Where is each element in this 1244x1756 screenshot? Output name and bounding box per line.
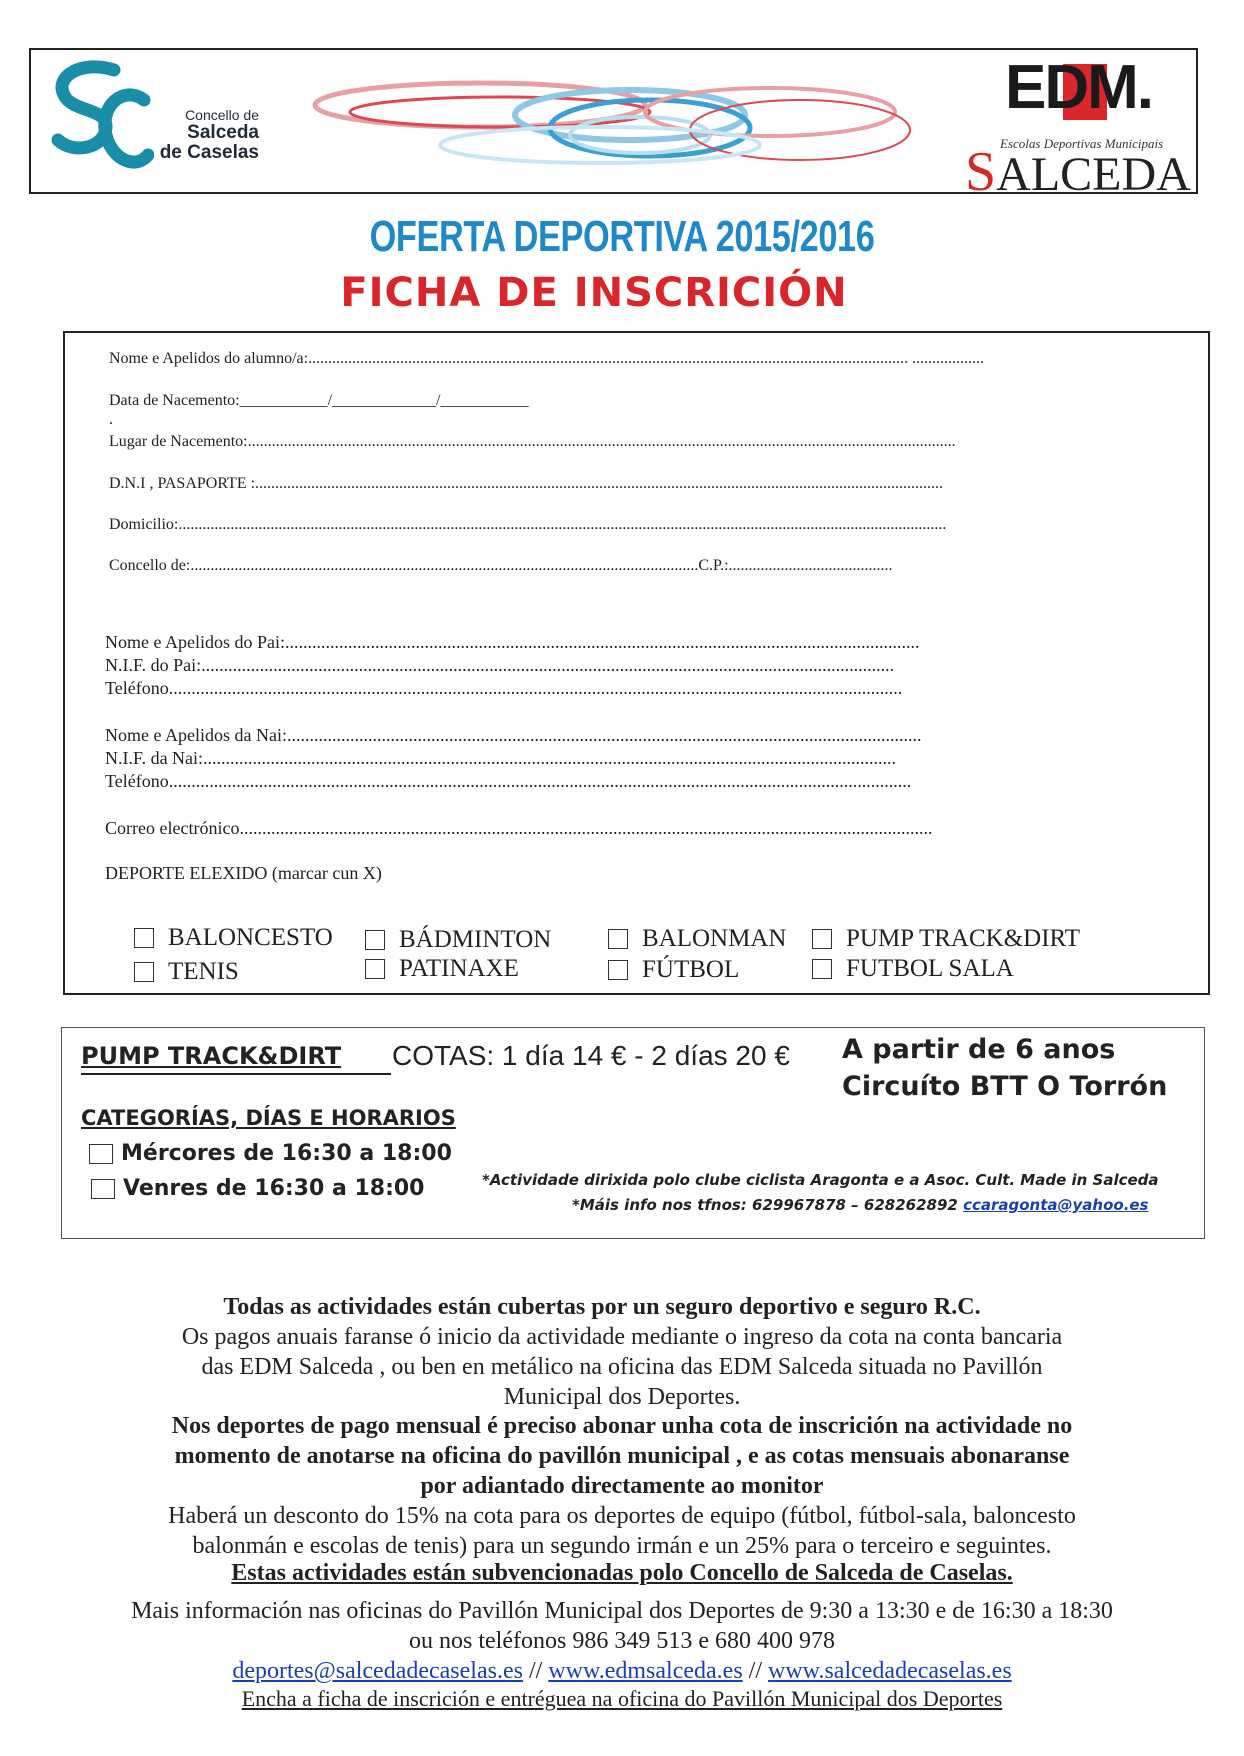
checkbox[interactable] (89, 1144, 113, 1164)
pump-track-fees: COTAS: 1 día 14 € - 2 días 20 € (392, 1040, 790, 1071)
checkbox[interactable] (608, 929, 628, 949)
field-father-name[interactable]: Nome e Apelidos do Pai:............................................................................................................................................. (105, 632, 920, 652)
field-municipality[interactable]: Concello de:...............................................................................................................................C.P.:......................................... (109, 557, 893, 574)
page-subtitle: FICHA DE INSCRICIÓN (340, 270, 848, 316)
checkbox[interactable] (365, 959, 385, 979)
checkbox[interactable] (91, 1179, 115, 1199)
field-mother-nif[interactable]: N.I.F. da Nai:.......................................................................................................................................................... (105, 748, 897, 768)
payment-note-line1: Os pagos anuais faranse ó inicio da actividade mediante o ingreso da cota na conta bancaria (181, 1324, 1063, 1350)
checkbox[interactable] (812, 929, 832, 949)
field-father-nif[interactable]: N.I.F. do Pai:.......................................................................................................................................................... (105, 655, 895, 675)
sport-option-patinaxe[interactable]: PATINAXE (365, 955, 519, 983)
checkbox[interactable] (608, 960, 628, 980)
sport-option-pump-track[interactable]: PUMP TRACK&DIRT (812, 925, 1080, 953)
monthly-note-line3: por adiantado directamente ao monitor (420, 1473, 824, 1499)
checkbox[interactable] (134, 928, 154, 948)
pump-track-title: PUMP TRACK&DIRT (81, 1042, 342, 1070)
schedule-option-friday[interactable]: Venres de 16:30 a 18:00 (91, 1176, 424, 1201)
payment-note-line3: Municipal dos Deportes. (503, 1384, 741, 1410)
sport-option-badminton[interactable]: BÁDMINTON (365, 926, 551, 954)
pump-track-note: *Actividade dirixida polo clube ciclista Aragonta e a Asoc. Cult. Made in Salceda (482, 1171, 1159, 1189)
email-link[interactable]: deportes@salcedadecaselas.es (232, 1658, 523, 1684)
checkbox[interactable] (365, 930, 385, 950)
swoosh-graphic (300, 70, 940, 180)
sport-option-baloncesto[interactable]: BALONCESTO (134, 924, 333, 952)
subsidy-note: Estas actividades están subvencionadas polo Concello de Salceda de Caselas. (231, 1560, 1013, 1586)
field-mother-name[interactable]: Nome e Apelidos da Nai:............................................................................................................................................. (105, 725, 922, 745)
discount-note-line2: balonmán e escolas de tenis) para un segundo irmán e un 25% para o terceiro e seguintes. (192, 1533, 1052, 1559)
field-birth-place[interactable]: Lugar de Nacemento:................................................................................................................................................................................. (109, 433, 956, 450)
field-email[interactable]: Correo electrónico.......................................................................................................................................................... (105, 818, 933, 838)
sport-option-futbol-sala[interactable]: FUTBOL SALA (812, 955, 1014, 983)
checkbox[interactable] (812, 959, 832, 979)
edm-website-link[interactable]: www.edmsalceda.es (548, 1658, 743, 1684)
pump-track-place: Circuíto BTT O Torrón (842, 1071, 1168, 1102)
stray-dot: . (109, 411, 113, 428)
concello-logo-text: Concello de Salceda de Caselas (159, 107, 259, 163)
monthly-note-line1: Nos deportes de pago mensual é preciso abonar unha cota de inscrición na actividade no (171, 1413, 1073, 1439)
info-hours: Mais información nas oficinas do Pavillón Municipal dos Deportes de 9:30 a 13:30 e de 16:30 a 18:30 (131, 1598, 1113, 1624)
edm-salceda-word: SALCEDA (965, 141, 1191, 203)
field-mother-phone[interactable]: Teléfono..................................................................................................................................................................... (105, 771, 912, 791)
pump-title-underline (81, 1073, 391, 1075)
sport-option-balonman[interactable]: BALONMAN (608, 925, 786, 953)
pump-track-age: A partir de 6 anos (842, 1034, 1116, 1065)
contact-links: deportes@salcedadecaselas.es // www.edmsalceda.es // www.salcedadecaselas.es (232, 1658, 1012, 1684)
edm-logo-text: EDM. (1005, 53, 1152, 122)
categories-title: CATEGORÍAS, DÍAS E HORARIOS (81, 1106, 456, 1130)
insurance-note: Todas as actividades están cubertas por un seguro deportivo e seguro R.C. (223, 1294, 981, 1320)
field-father-phone[interactable]: Teléfono................................................................................................................................................................... (105, 678, 903, 698)
sport-option-tenis[interactable]: TENIS (134, 958, 239, 986)
schedule-option-wednesday[interactable]: Mércores de 16:30 a 18:00 (89, 1141, 452, 1166)
checkbox[interactable] (134, 962, 154, 982)
page-title: OFERTA DEPORTIVA 2015/2016 (369, 212, 875, 261)
contact-email-link[interactable]: ccaragonta@yahoo.es (963, 1196, 1149, 1214)
info-phones: ou nos teléfonos 986 349 513 e 680 400 978 (409, 1628, 835, 1654)
concello-logo-icon (44, 60, 154, 185)
payment-note-line2: das EDM Salceda , ou ben en metálico na oficina das EDM Salceda situada no Pavillón (201, 1354, 1043, 1380)
pump-track-contact: *Máis info nos tfnos: 629967878 – 628262892 ccaragonta@yahoo.es (572, 1196, 1149, 1214)
sport-choice-label: DEPORTE ELEXIDO (marcar cun X) (105, 863, 382, 883)
concello-website-link[interactable]: www.salcedadecaselas.es (768, 1658, 1012, 1684)
field-student-name[interactable]: Nome e Apelidos do alumno/a:...................................................................................................................................................... .................. (109, 350, 985, 367)
submission-instructions: Encha a ficha de inscrición e entréguea na oficina do Pavillón Municipal dos Deportes (241, 1686, 1003, 1711)
field-address[interactable]: Domicilio:................................................................................................................................................................................................ (109, 516, 947, 533)
edm-subtitle: Escolas Deportivas Municipais (1000, 136, 1164, 151)
monthly-note-line2: momento de anotarse na oficina do pavillón municipal , e as cotas mensuais abonaranse (174, 1443, 1070, 1469)
sport-option-futbol[interactable]: FÚTBOL (608, 956, 739, 984)
field-birth-date[interactable]: Data de Nacemento:___________/_____________/___________ (109, 392, 529, 409)
discount-note-line1: Haberá un desconto do 15% na cota para os deportes de equipo (fútbol, fútbol-sala, baloncesto (168, 1503, 1076, 1529)
field-dni[interactable]: D.N.I , PASAPORTE :............................................................................................................................................................................ (109, 475, 944, 492)
